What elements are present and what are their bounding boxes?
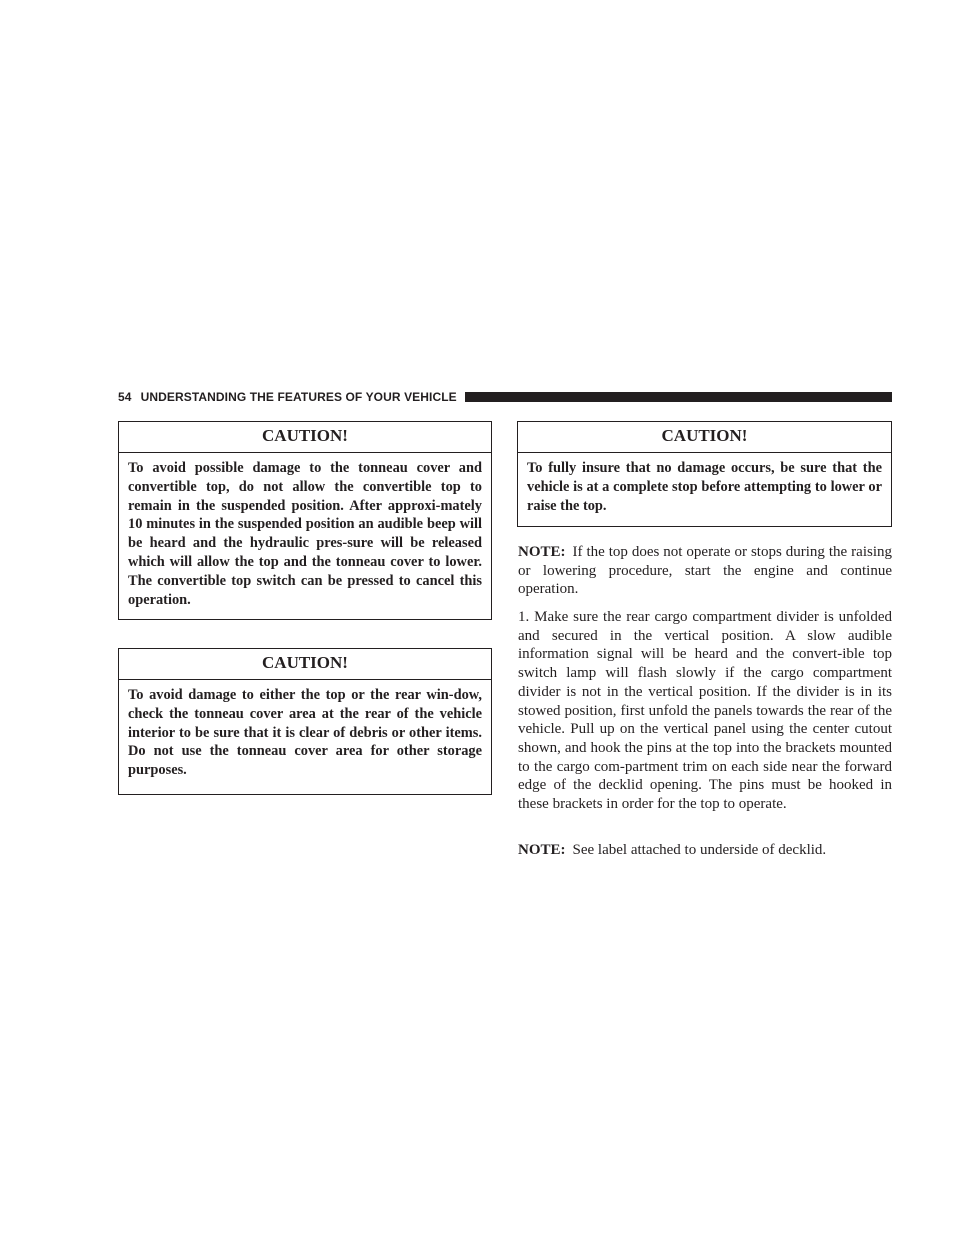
page-number: 54 xyxy=(118,390,132,404)
caution-body: To avoid possible damage to the tonneau cover and convertible top, do not allow the convertible top to remain in the suspended position. After approxi-mately 10 minutes in the suspended position an audible beep will be heard and the hydraulic pres-sure will be released which will allow the top and the tonneau cover to lower. The convertible top switch can be pressed to cancel this operation. xyxy=(128,460,482,608)
caution-box-tonneau-suspended xyxy=(118,421,492,620)
note-label: NOTE: xyxy=(518,842,566,858)
caution-box-tonneau-debris xyxy=(118,648,492,795)
section-title: UNDERSTANDING THE FEATURES OF YOUR VEHICLE xyxy=(140,390,457,404)
caution-title: CAUTION! xyxy=(119,422,491,453)
caution-body: To avoid damage to either the top or the rear win-dow, check the tonneau cover area at the rear of the vehicle interior to be sure that it is clear of debris or other items. Do not use the tonneau cover area for other storage purposes. xyxy=(128,687,482,779)
note-paragraph-operation xyxy=(518,543,892,599)
step-paragraph-cargo-divider: 1. Make sure the rear cargo compartment divider is unfolded and secured in the vertical position. A slow audible information signal will be heard and the convert-ible top switch lamp will flash slowly if the cargo compartment divider is not in the vertical position. If the divider is in its stowed position, first unfold the panels towards the rear of the vehicle. Pull up on the vertical panel using the center cutout shown, and hook the pins at the top into the brackets mounted to the cargo com-partment trim on each side near the forward edge of the decklid opening. The pins must be hooked in these brackets in order for the top to operate. xyxy=(518,609,892,813)
note-label: NOTE: xyxy=(518,544,566,560)
caution-title: CAUTION! xyxy=(119,649,491,680)
note-paragraph-decklid-label xyxy=(518,841,892,860)
caution-box-complete-stop xyxy=(517,421,892,527)
note-text: If the top does not operate or stops during the raising or lowering procedure, start the engine and continue operation. xyxy=(518,544,892,598)
page-header xyxy=(118,389,892,405)
note-text: See label attached to underside of decklid. xyxy=(572,842,827,858)
caution-title: CAUTION! xyxy=(518,422,891,453)
caution-body: To fully insure that no damage occurs, be sure that the vehicle is at a complete stop before attempting to lower or raise the top. xyxy=(527,460,882,514)
header-rule xyxy=(465,392,892,402)
